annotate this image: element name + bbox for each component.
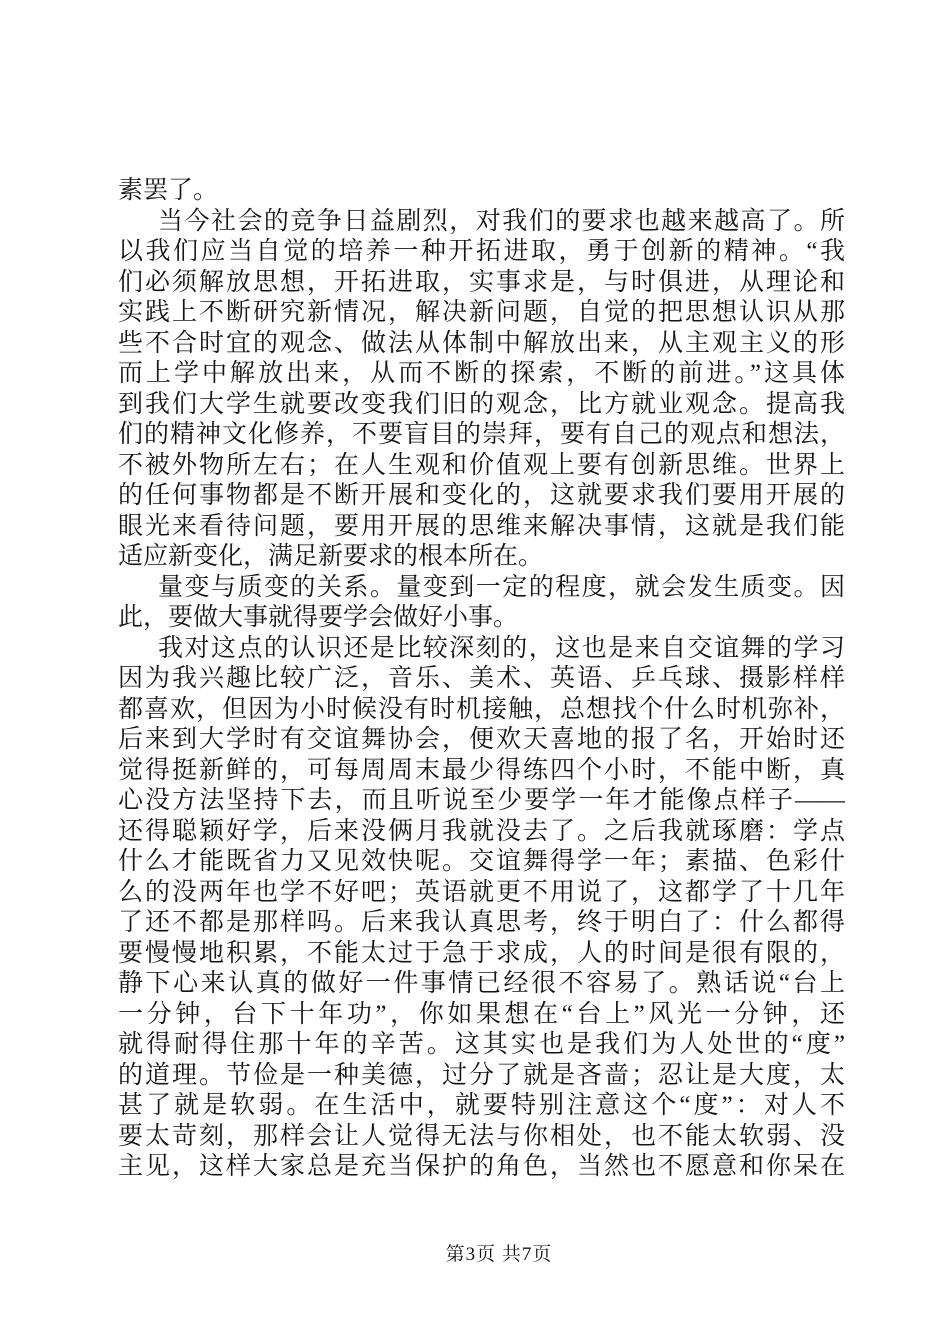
text-line: 们的精神文化修养，不要盲目的崇拜，要有自己的观点和想法， xyxy=(118,421,845,448)
text-line: 就得耐得住那十年的辛苦。这其实也是我们为人处世的“度” xyxy=(118,1031,845,1058)
page-number-label: 第3页 共7页 xyxy=(445,1244,553,1265)
text-line: 眼光来看待问题，要用开展的思维来解决事情，这就是我们能 xyxy=(118,512,845,540)
text-line: 心没方法坚持下去，而且听说至少要学一年才能像点样子—— xyxy=(118,787,845,814)
text-line: 什么才能既省力又见效快呢。交谊舞得学一年；素描、色彩什 xyxy=(118,848,845,875)
paragraph xyxy=(118,207,845,573)
paragraph xyxy=(118,634,845,1183)
text-line: 要太苛刻，那样会让人觉得无法与你相处，也不能太软弱、没 xyxy=(118,1122,845,1150)
text-line: 都喜欢，但因为小时候没有时机接触，总想找个什么时机弥补， xyxy=(118,695,845,723)
text-line: 到我们大学生就要改变我们旧的观念，比方就业观念。提高我 xyxy=(118,390,845,418)
text-line: 适应新变化，满足新要求的根本所在。 xyxy=(118,543,544,570)
text-line: 些不合时宜的观念、做法从体制中解放出来，从主观主义的形 xyxy=(118,329,845,357)
text-line: 后来到大学时有交谊舞协会，便欢天喜地的报了名，开始时还 xyxy=(118,726,845,753)
text-line: 不被外物所左右；在人生观和价值观上要有创新思维。世界上 xyxy=(118,451,845,479)
text-line: 实践上不断研究新情况，解决新问题，自觉的把思想认识从那 xyxy=(118,299,845,326)
text-line: 们必须解放思想，开拓进取，实事求是，与时俱进，从理论和 xyxy=(118,268,845,296)
paragraph xyxy=(118,573,845,634)
text-line: 还得聪颖好学，后来没俩月我就没去了。之后我就琢磨：学点 xyxy=(118,817,845,845)
document-body xyxy=(118,176,845,1183)
text-line: 了还不都是那样吗。后来我认真思考，终于明白了：什么都得 xyxy=(118,909,845,936)
text-line: 的道理。节俭是一种美德，过分了就是吝啬；忍让是大度，太 xyxy=(118,1061,845,1089)
text-line: 甚了就是软弱。在生活中，就要特别注意这个“度”：对人不 xyxy=(118,1092,845,1119)
text-line: 要慢慢地积累，不能太过于急于求成，人的时间是很有限的， xyxy=(118,939,845,967)
paragraph xyxy=(118,176,845,207)
text-line: 以我们应当自觉的培养一种开拓进取，勇于创新的精神。“我 xyxy=(118,238,845,265)
text-line: 一分钟，台下十年功”，你如果想在“台上”风光一分钟，还 xyxy=(118,1000,845,1028)
text-line: 的任何事物都是不断开展和变化的，这就要求我们要用开展的 xyxy=(118,482,845,509)
text-line: 么的没两年也学不好吧；英语就更不用说了，这都学了十几年 xyxy=(118,878,845,906)
text-line: 当今社会的竞争日益剧烈，对我们的要求也越来越高了。所 xyxy=(158,207,845,235)
text-line: 因为我兴趣比较广泛，音乐、美术、英语、乒乓球、摄影样样 xyxy=(118,665,845,692)
text-line: 觉得挺新鲜的，可每周周末最少得练四个小时，不能中断，真 xyxy=(118,756,845,784)
text-line: 我对这点的认识还是比较深刻的，这也是来自交谊舞的学习 xyxy=(158,634,845,662)
page-footer xyxy=(0,1243,950,1267)
text-line: 此，要做大事就得要学会做好小事。 xyxy=(118,604,519,631)
text-line: 量变与质变的关系。量变到一定的程度，就会发生质变。因 xyxy=(158,573,845,601)
text-line: 静下心来认真的做好一件事情已经很不容易了。熟话说“台上 xyxy=(118,970,845,997)
text-line: 主见，这样大家总是充当保护的角色，当然也不愿意和你呆在 xyxy=(118,1153,845,1180)
text-line: 而上学中解放出来，从而不断的探索，不断的前进。”这具体 xyxy=(118,360,845,387)
text-line: 素罢了。 xyxy=(118,177,219,204)
